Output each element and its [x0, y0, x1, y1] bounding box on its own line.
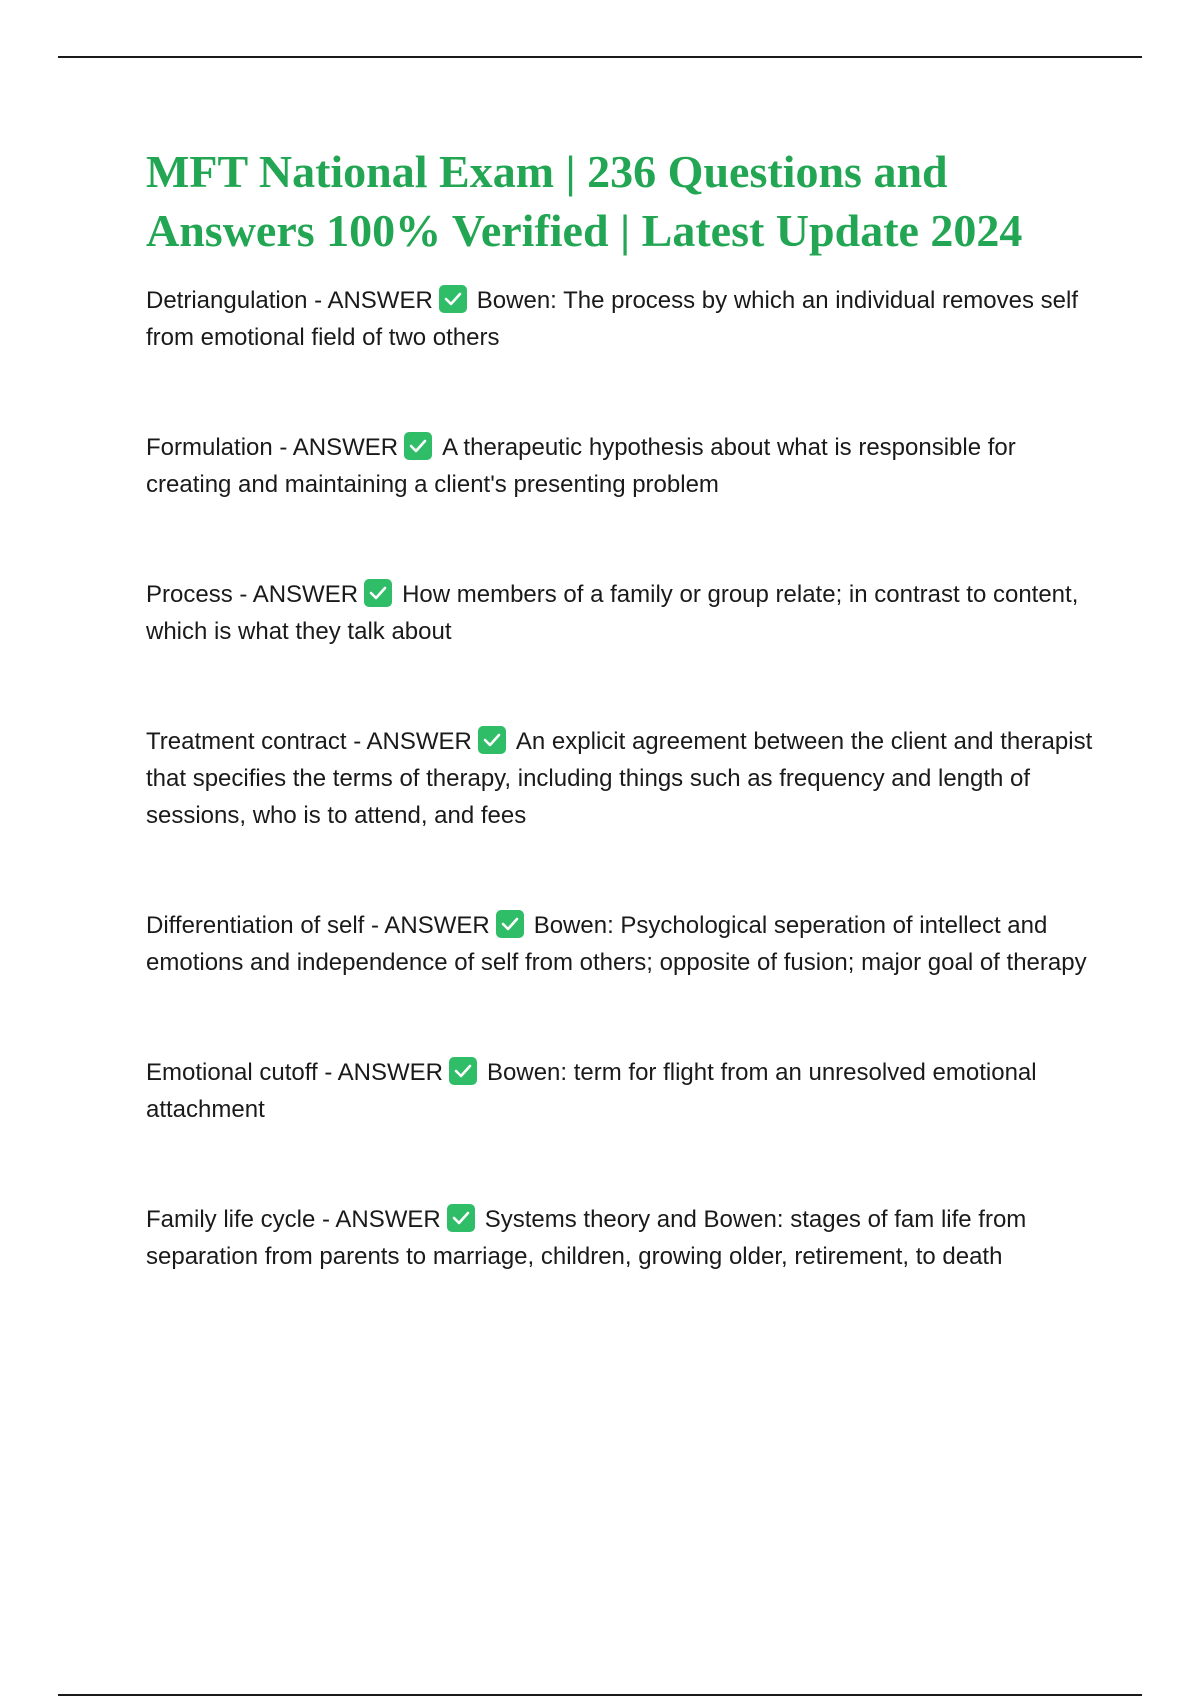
qa-term: Family life cycle [146, 1206, 316, 1233]
qa-term: Formulation [146, 434, 273, 461]
answer-marker: - ANSWER [239, 581, 359, 608]
check-mark-icon [364, 579, 392, 607]
check-mark-icon [478, 726, 506, 754]
qa-term: Treatment contract [146, 728, 347, 755]
qa-item [146, 907, 1098, 981]
qa-definition: Bowen: The process by which an individual removes self from emotional field of two others [146, 287, 1078, 351]
qa-term: Emotional cutoff [146, 1059, 318, 1086]
qa-definition: A therapeutic hypothesis about what is responsible for creating and maintaining a client's presenting problem [146, 434, 1016, 498]
top-divider [58, 56, 1142, 58]
qa-definition: An explicit agreement between the client and therapist that specifies the terms of therapy, including things such as frequency and length of sessions, who is to attend, and fees [146, 728, 1093, 829]
qa-term: Differentiation of self [146, 912, 365, 939]
answer-marker: - ANSWER [353, 728, 472, 755]
answer-marker: - ANSWER [279, 434, 399, 461]
qa-term: Process [146, 581, 233, 608]
qa-term: Detriangulation [146, 287, 308, 314]
qa-item [146, 1054, 1098, 1128]
qa-definition: Bowen: term for flight from an unresolved emotional attachment [146, 1059, 1037, 1123]
qa-definition: Bowen: Psychological seperation of intellect and emotions and independence of self from others; opposite of fusion; major goal of therapy [146, 912, 1087, 976]
check-mark-icon [449, 1057, 477, 1085]
qa-definition: How members of a family or group relate; in contrast to content, which is what they talk about [146, 581, 1079, 645]
page-title: MFT National Exam | 236 Questions and Answers 100% Verified | Latest Update 2024 [146, 146, 1023, 256]
qa-item [146, 576, 1098, 650]
answer-marker: - ANSWER [322, 1206, 441, 1233]
bottom-divider [58, 1694, 1142, 1696]
answer-marker: - ANSWER [314, 287, 433, 314]
answer-marker: - ANSWER [324, 1059, 444, 1086]
qa-item [146, 282, 1098, 356]
qa-list [146, 282, 1098, 1275]
check-mark-icon [496, 910, 524, 938]
qa-item [146, 1201, 1098, 1275]
qa-item [146, 723, 1098, 834]
qa-definition: Systems theory and Bowen: stages of fam life from separation from parents to marriage, children, growing older, retirement, to death [146, 1206, 1027, 1270]
check-mark-icon [439, 285, 467, 313]
qa-item [146, 429, 1098, 503]
check-mark-icon [404, 432, 432, 460]
answer-marker: - ANSWER [371, 912, 490, 939]
check-mark-icon [447, 1204, 475, 1232]
